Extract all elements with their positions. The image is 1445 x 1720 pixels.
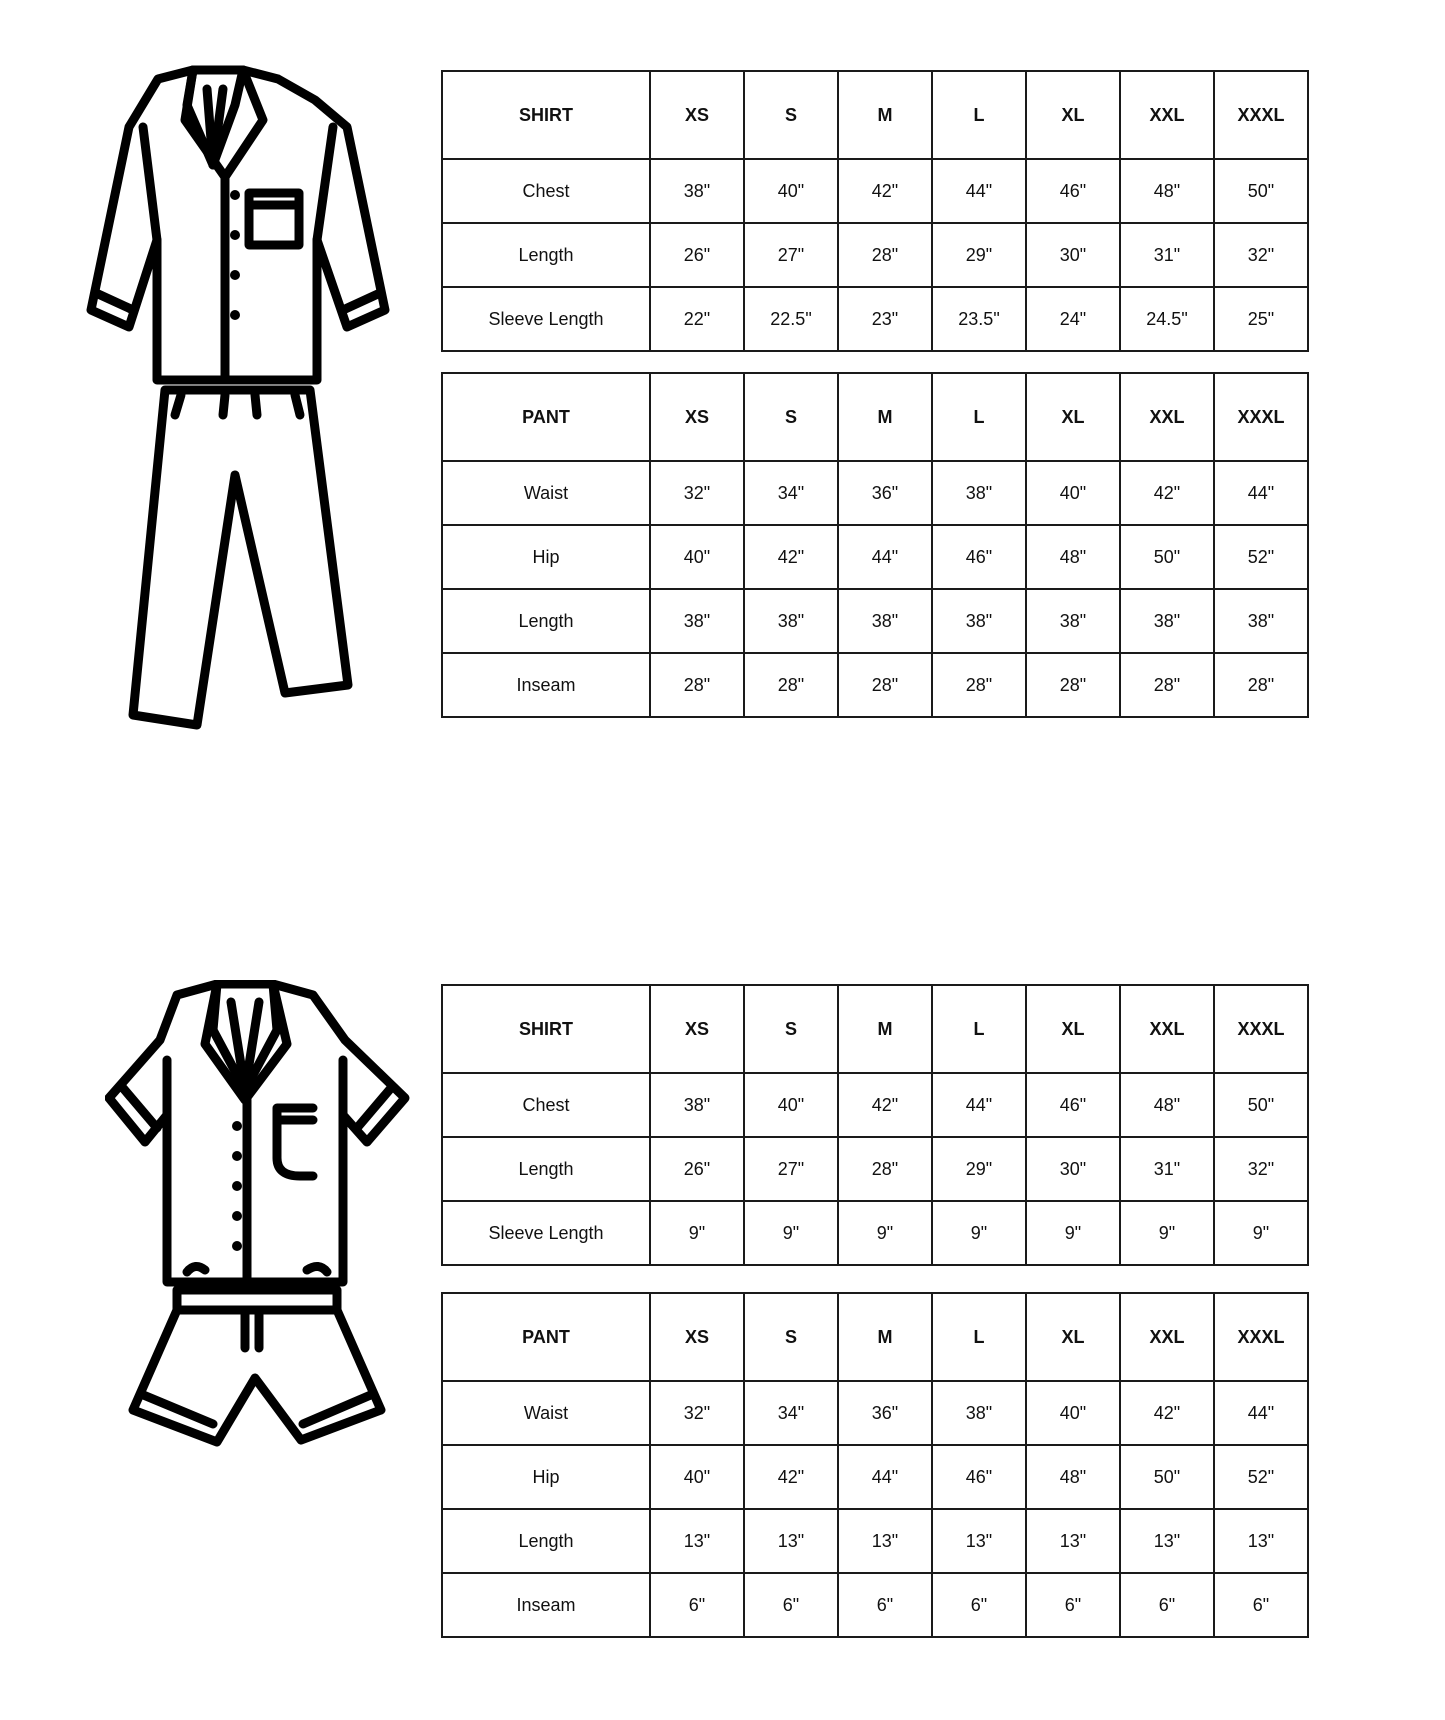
row-label: Length <box>442 1509 650 1573</box>
table-cell: 6" <box>1214 1573 1308 1637</box>
table-cell: 28" <box>744 653 838 717</box>
row-label: Sleeve Length <box>442 287 650 351</box>
table-cell: 6" <box>650 1573 744 1637</box>
table-row <box>442 525 1308 589</box>
table-cell: 48" <box>1026 1445 1120 1509</box>
table-cell: 28" <box>838 223 932 287</box>
table-cell: 24" <box>1026 287 1120 351</box>
table-cell: 48" <box>1026 525 1120 589</box>
table-row <box>442 1573 1308 1637</box>
table-cell: 32" <box>650 461 744 525</box>
table-cell: 52" <box>1214 1445 1308 1509</box>
table-cell: 9" <box>1214 1201 1308 1265</box>
table-cell: 28" <box>1120 653 1214 717</box>
table-cell: 42" <box>838 159 932 223</box>
size-header: L <box>932 71 1026 159</box>
table-cell: 40" <box>650 525 744 589</box>
table-cell: 26" <box>650 1137 744 1201</box>
table-header-row <box>442 1293 1308 1381</box>
size-header: XS <box>650 71 744 159</box>
table-row <box>442 1073 1308 1137</box>
row-label: Length <box>442 589 650 653</box>
table-cell: 48" <box>1120 1073 1214 1137</box>
table-cell: 6" <box>932 1573 1026 1637</box>
table-row <box>442 1137 1308 1201</box>
table-cell: 52" <box>1214 525 1308 589</box>
table-row <box>442 1445 1308 1509</box>
table-cell: 38" <box>650 159 744 223</box>
size-header: XXL <box>1120 1293 1214 1381</box>
size-header: XXXL <box>1214 373 1308 461</box>
table-cell: 9" <box>838 1201 932 1265</box>
table-cell: 38" <box>744 589 838 653</box>
table-cell: 23.5" <box>932 287 1026 351</box>
row-label: Inseam <box>442 653 650 717</box>
table-row <box>442 287 1308 351</box>
row-label: Waist <box>442 461 650 525</box>
table-cell: 44" <box>932 159 1026 223</box>
size-header: XXL <box>1120 71 1214 159</box>
row-label: Hip <box>442 525 650 589</box>
size-header: XXXL <box>1214 71 1308 159</box>
row-label: Inseam <box>442 1573 650 1637</box>
table-cell: 30" <box>1026 1137 1120 1201</box>
size-header: S <box>744 985 838 1073</box>
table-cell: 44" <box>838 1445 932 1509</box>
table-cell: 42" <box>1120 1381 1214 1445</box>
table-cell: 38" <box>1120 589 1214 653</box>
table-cell: 40" <box>1026 461 1120 525</box>
table-title: PANT <box>442 373 650 461</box>
table-cell: 22" <box>650 287 744 351</box>
table-cell: 28" <box>650 653 744 717</box>
table-row <box>442 589 1308 653</box>
size-header: S <box>744 71 838 159</box>
table-cell: 38" <box>932 461 1026 525</box>
long-sleeve-pajama-set-icon <box>85 65 415 735</box>
table-cell: 26" <box>650 223 744 287</box>
table-cell: 13" <box>1026 1509 1120 1573</box>
long-pant-size-table <box>441 372 1309 718</box>
table-cell: 13" <box>1214 1509 1308 1573</box>
table-cell: 34" <box>744 1381 838 1445</box>
size-header: XL <box>1026 985 1120 1073</box>
table-cell: 28" <box>838 653 932 717</box>
table-cell: 25" <box>1214 287 1308 351</box>
row-label: Length <box>442 223 650 287</box>
row-label: Chest <box>442 1073 650 1137</box>
table-cell: 42" <box>744 525 838 589</box>
size-header: M <box>838 373 932 461</box>
table-cell: 9" <box>650 1201 744 1265</box>
size-header: XXXL <box>1214 1293 1308 1381</box>
table-cell: 27" <box>744 1137 838 1201</box>
table-row <box>442 223 1308 287</box>
size-header: M <box>838 1293 932 1381</box>
table-cell: 27" <box>744 223 838 287</box>
table-cell: 40" <box>1026 1381 1120 1445</box>
table-cell: 42" <box>1120 461 1214 525</box>
table-cell: 38" <box>650 1073 744 1137</box>
table-cell: 6" <box>838 1573 932 1637</box>
size-header: XL <box>1026 71 1120 159</box>
short-shirt-size-table <box>441 984 1309 1266</box>
table-row <box>442 461 1308 525</box>
short-sleeve-set-section <box>0 960 1445 1720</box>
size-header: L <box>932 373 1026 461</box>
table-cell: 38" <box>650 589 744 653</box>
table-cell: 13" <box>932 1509 1026 1573</box>
row-label: Chest <box>442 159 650 223</box>
table-row <box>442 159 1308 223</box>
row-label: Hip <box>442 1445 650 1509</box>
table-cell: 38" <box>1214 589 1308 653</box>
table-cell: 23" <box>838 287 932 351</box>
short-sleeve-pajama-set-icon <box>105 980 415 1470</box>
table-cell: 44" <box>838 525 932 589</box>
size-header: L <box>932 1293 1026 1381</box>
table-cell: 30" <box>1026 223 1120 287</box>
table-cell: 42" <box>838 1073 932 1137</box>
table-cell: 40" <box>744 1073 838 1137</box>
table-cell: 38" <box>838 589 932 653</box>
table-cell: 44" <box>1214 461 1308 525</box>
table-cell: 36" <box>838 1381 932 1445</box>
table-row <box>442 1201 1308 1265</box>
table-header-row <box>442 985 1308 1073</box>
short-pant-size-table <box>441 1292 1309 1638</box>
table-row <box>442 1381 1308 1445</box>
table-cell: 9" <box>1026 1201 1120 1265</box>
table-cell: 13" <box>838 1509 932 1573</box>
table-cell: 28" <box>1214 653 1308 717</box>
size-header: XS <box>650 373 744 461</box>
size-header: M <box>838 985 932 1073</box>
table-header-row <box>442 71 1308 159</box>
row-label: Length <box>442 1137 650 1201</box>
table-cell: 38" <box>932 589 1026 653</box>
table-cell: 13" <box>744 1509 838 1573</box>
size-header: XXL <box>1120 373 1214 461</box>
table-cell: 40" <box>650 1445 744 1509</box>
table-cell: 6" <box>744 1573 838 1637</box>
table-cell: 36" <box>838 461 932 525</box>
table-cell: 32" <box>1214 1137 1308 1201</box>
table-cell: 46" <box>1026 159 1120 223</box>
table-cell: 13" <box>650 1509 744 1573</box>
table-cell: 48" <box>1120 159 1214 223</box>
size-header: S <box>744 373 838 461</box>
table-cell: 28" <box>838 1137 932 1201</box>
size-header: XXL <box>1120 985 1214 1073</box>
size-header: L <box>932 985 1026 1073</box>
table-cell: 50" <box>1120 1445 1214 1509</box>
table-title: SHIRT <box>442 985 650 1073</box>
table-cell: 9" <box>932 1201 1026 1265</box>
table-cell: 44" <box>932 1073 1026 1137</box>
table-cell: 50" <box>1120 525 1214 589</box>
table-cell: 31" <box>1120 1137 1214 1201</box>
table-cell: 32" <box>1214 223 1308 287</box>
table-cell: 42" <box>744 1445 838 1509</box>
table-title: PANT <box>442 1293 650 1381</box>
long-shirt-size-table <box>441 70 1309 352</box>
table-cell: 32" <box>650 1381 744 1445</box>
size-header: XXXL <box>1214 985 1308 1073</box>
size-header: XL <box>1026 1293 1120 1381</box>
table-cell: 38" <box>932 1381 1026 1445</box>
table-title: SHIRT <box>442 71 650 159</box>
table-cell: 31" <box>1120 223 1214 287</box>
size-header: S <box>744 1293 838 1381</box>
table-cell: 6" <box>1026 1573 1120 1637</box>
table-cell: 29" <box>932 223 1026 287</box>
table-cell: 22.5" <box>744 287 838 351</box>
table-cell: 46" <box>1026 1073 1120 1137</box>
table-cell: 28" <box>1026 653 1120 717</box>
table-cell: 46" <box>932 525 1026 589</box>
table-cell: 46" <box>932 1445 1026 1509</box>
table-cell: 40" <box>744 159 838 223</box>
size-header: M <box>838 71 932 159</box>
row-label: Sleeve Length <box>442 1201 650 1265</box>
table-cell: 24.5" <box>1120 287 1214 351</box>
table-cell: 6" <box>1120 1573 1214 1637</box>
row-label: Waist <box>442 1381 650 1445</box>
table-cell: 28" <box>932 653 1026 717</box>
table-row <box>442 1509 1308 1573</box>
size-header: XS <box>650 985 744 1073</box>
table-cell: 9" <box>744 1201 838 1265</box>
table-cell: 44" <box>1214 1381 1308 1445</box>
table-cell: 9" <box>1120 1201 1214 1265</box>
table-row <box>442 653 1308 717</box>
table-cell: 13" <box>1120 1509 1214 1573</box>
long-sleeve-set-section <box>0 0 1445 760</box>
table-cell: 50" <box>1214 159 1308 223</box>
size-header: XS <box>650 1293 744 1381</box>
table-cell: 50" <box>1214 1073 1308 1137</box>
table-header-row <box>442 373 1308 461</box>
table-cell: 29" <box>932 1137 1026 1201</box>
table-cell: 38" <box>1026 589 1120 653</box>
size-header: XL <box>1026 373 1120 461</box>
table-cell: 34" <box>744 461 838 525</box>
